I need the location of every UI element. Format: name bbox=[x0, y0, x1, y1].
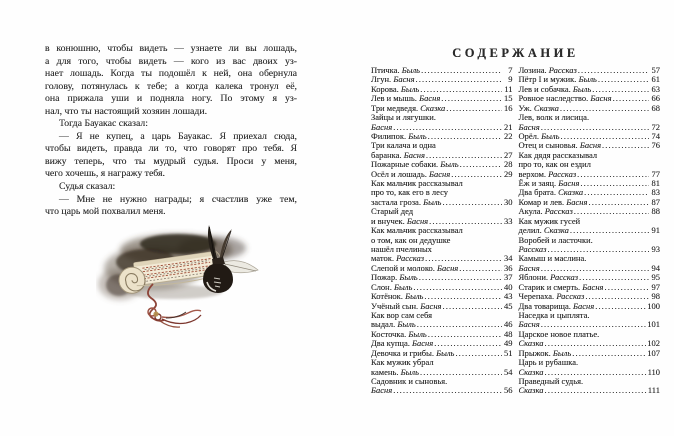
toc-entry-line bbox=[371, 377, 513, 386]
toc-page-number: 36 bbox=[504, 262, 513, 273]
toc-column-right bbox=[519, 66, 661, 396]
story-line: она прижала уши и подняла ногу. По этому я уз- bbox=[45, 93, 297, 105]
dot-leader bbox=[574, 207, 649, 216]
toc-entry-title: Слепой и молоко. Басня bbox=[371, 262, 459, 273]
toc-page-number: 46 bbox=[504, 319, 513, 330]
toc-page-number: 37 bbox=[504, 272, 513, 283]
toc-entry-title: баранка. Басня bbox=[371, 149, 425, 160]
dot-leader bbox=[598, 75, 649, 84]
toc-page-number: 22 bbox=[504, 130, 513, 141]
toc-entry-title: Как мужик убрал bbox=[371, 357, 434, 368]
toc-genre-label: Сказка bbox=[531, 102, 559, 113]
toc-entry-title: Садовник и сыновья. bbox=[371, 375, 448, 386]
toc-entry-title bbox=[371, 386, 392, 395]
story-text bbox=[45, 43, 297, 219]
toc-entry-title: Слон. Быль bbox=[371, 281, 413, 292]
toc-page-number: 102 bbox=[647, 338, 660, 349]
toc-entry-title: Как вор сам себя bbox=[371, 309, 432, 320]
dot-leader bbox=[446, 104, 501, 113]
dot-leader bbox=[572, 349, 646, 358]
toc-page-number: 111 bbox=[647, 385, 660, 396]
story-line: нал, что ты настоящий хозяин лошади. bbox=[45, 105, 208, 117]
toc-genre-label: Быль bbox=[398, 366, 419, 377]
toc-page-number: 28 bbox=[504, 159, 513, 170]
toc-genre-label: Сказка bbox=[518, 338, 544, 349]
toc-page-number: 9 bbox=[508, 74, 513, 85]
toc-entry-title: Зайцы и лягушки. bbox=[371, 112, 436, 123]
toc-page-number: 54 bbox=[504, 366, 513, 377]
toc-page-number: 33 bbox=[504, 215, 513, 226]
story-line: — Я не купец, а царь Бауакас. Я приехал сюда, bbox=[59, 130, 297, 142]
toc-entry-title: Комар и лев. Басня bbox=[518, 196, 588, 207]
toc-genre-label: Рассказ bbox=[546, 168, 577, 179]
toc-page-number: 100 bbox=[647, 300, 660, 311]
toc-entry-title: Лев и собачка. Быль bbox=[518, 83, 592, 94]
toc-entry-title: застала гроза. Быль bbox=[371, 196, 442, 207]
toc-entry-title: Пожар. Быль bbox=[371, 272, 418, 283]
toc-entry-title: камень. Быль bbox=[371, 366, 419, 377]
toc-entry-title: Два купца. Басня bbox=[371, 338, 434, 349]
toc-entry-title: про то, как он ездил bbox=[518, 159, 591, 170]
toc-entry-title: Лгун. Басня bbox=[371, 74, 415, 85]
toc-page-number: 68 bbox=[651, 102, 660, 113]
toc-page-number: 43 bbox=[504, 291, 513, 302]
toc-entry-title: Как мужик гусей bbox=[518, 215, 581, 226]
dot-leader bbox=[584, 188, 649, 197]
toc-genre-label: Басня bbox=[580, 281, 604, 292]
toc-genre-label: Сказка bbox=[518, 366, 544, 377]
dot-leader bbox=[613, 94, 649, 103]
toc-entry-title: Лев, волк и лисица. bbox=[518, 112, 590, 123]
toc-genre-label: Быль bbox=[570, 83, 592, 94]
toc-genre-label: Быль bbox=[395, 319, 416, 330]
toc-genre-label: Быль bbox=[406, 328, 427, 339]
toc-genre-label: Сказка bbox=[541, 225, 569, 236]
dot-leader bbox=[580, 179, 649, 188]
toc-genre-label: Басня bbox=[518, 262, 540, 273]
toc-entry-title: Котёнок. Быль bbox=[371, 291, 424, 302]
toc-page-number: 56 bbox=[504, 385, 513, 396]
toc-entry-title: маток. Рассказ bbox=[371, 253, 425, 264]
toc-genre-label: Рассказ bbox=[548, 272, 579, 283]
story-line: а для того, чтобы видеть — кого из вас двоих уз- bbox=[45, 55, 297, 67]
toc-entry-line bbox=[371, 113, 513, 122]
dot-leader bbox=[421, 66, 501, 75]
toc-entry-title: Как мальчик рассказывал bbox=[371, 178, 463, 189]
toc-entry-title: Царь и рубашка. bbox=[518, 357, 579, 368]
toc-page-number: 11 bbox=[504, 83, 513, 94]
toc-entry-title: Уж. Сказка bbox=[518, 102, 559, 113]
toc-entry-title: Как мальчик рассказывал bbox=[371, 225, 463, 236]
toc-entry-title: Старик и смерть. Басня bbox=[518, 281, 604, 292]
toc-entry-title: Наседка и цыплята. bbox=[518, 309, 590, 320]
toc-entry-title: Пожарные собаки. Быль bbox=[371, 159, 459, 170]
toc-entry-title bbox=[519, 386, 544, 395]
toc-entry-line bbox=[371, 386, 513, 395]
toc-genre-label: Сказка bbox=[555, 187, 584, 198]
toc-title: СОДЕРЖАНИЕ bbox=[452, 46, 579, 60]
toc-entry-title: делил. Сказка bbox=[518, 225, 569, 236]
dot-leader bbox=[413, 283, 501, 292]
toc-entry-title: Черепаха. Рассказ bbox=[518, 291, 585, 302]
toc-genre-label: Басня bbox=[556, 178, 580, 189]
toc-genre-label: Рассказ bbox=[542, 206, 573, 217]
toc-entry-title: Акула. Рассказ bbox=[518, 206, 573, 217]
toc-page-number: 29 bbox=[504, 168, 513, 179]
toc-entry-title: и внучек. Басня bbox=[371, 215, 429, 226]
toc-entry-title: Косточка. Быль bbox=[371, 328, 427, 339]
story-line: нает лошадь. Когда ты подошёл к ней, она обернула bbox=[45, 68, 297, 80]
toc-page-number: 40 bbox=[504, 281, 513, 292]
toc-entry-title: Царское новое платье. bbox=[518, 328, 600, 339]
toc-genre-label: Сказка bbox=[418, 102, 446, 113]
toc-genre-label: Быль bbox=[399, 65, 421, 75]
toc-page-number: 51 bbox=[504, 347, 513, 358]
toc-genre-label: Басня bbox=[409, 338, 434, 349]
toc-entry-title: Отец и сыновья. Басня bbox=[518, 140, 602, 151]
toc-page-number: 7 bbox=[508, 65, 513, 75]
dot-leader bbox=[605, 283, 650, 292]
dot-leader bbox=[577, 170, 649, 179]
toc-page-number: 98 bbox=[651, 291, 660, 302]
toc-page-number: 76 bbox=[651, 140, 660, 151]
toc-genre-label: Рассказ bbox=[546, 65, 577, 75]
toc-entry-title: Филипок. Быль bbox=[371, 130, 427, 141]
toc-entry-title: Старый дед bbox=[371, 206, 414, 217]
toc-genre-label: Быль bbox=[420, 196, 442, 207]
dot-leader bbox=[585, 292, 649, 301]
story-line: что царь мой похвалил меня. bbox=[45, 206, 166, 218]
toc-genre-label: Басня bbox=[570, 300, 595, 311]
toc-genre-label: Рассказ bbox=[554, 291, 585, 302]
toc-genre-label: Басня bbox=[426, 168, 451, 179]
dot-leader bbox=[393, 386, 501, 395]
toc-entry-title: Три медведя. Сказка bbox=[371, 102, 446, 113]
toc-page-number: 15 bbox=[504, 93, 513, 104]
dot-leader bbox=[428, 330, 502, 339]
story-line: Судья сказал: bbox=[59, 181, 116, 193]
toc-genre-label: Быль bbox=[406, 130, 427, 141]
toc-entry-title: Ровное наследство. Басня bbox=[518, 93, 612, 104]
toc-entry-title: выдал. Быль bbox=[371, 319, 416, 330]
story-line: чтобы видеть, правда ли то, что говорят про тебя. Я bbox=[45, 143, 297, 155]
toc-genre-label: Басня bbox=[401, 149, 425, 160]
dot-leader bbox=[602, 141, 649, 150]
toc-page-number: 93 bbox=[651, 244, 660, 255]
toc-genre-label: Басня bbox=[518, 121, 540, 132]
toc-entry-title: Яблони. Рассказ bbox=[518, 272, 579, 283]
toc-entry-title: Прыжок. Быль bbox=[518, 347, 572, 358]
toc-entry-title: Праведный судья. bbox=[518, 375, 584, 386]
toc-page-number: 27 bbox=[504, 149, 513, 160]
toc-entry-title: Лев и мышь. Басня bbox=[371, 93, 441, 104]
toc-page-number: 77 bbox=[651, 168, 660, 179]
toc-entry-title: Два брата. Сказка bbox=[518, 187, 584, 198]
dot-leader bbox=[455, 349, 501, 358]
toc-page-number: 63 bbox=[651, 83, 660, 94]
toc-genre-label: Быль bbox=[433, 347, 455, 358]
toc-entry-title: о том, как он дедушке bbox=[371, 234, 451, 245]
toc-page-number: 101 bbox=[647, 319, 660, 330]
dot-leader bbox=[441, 94, 501, 103]
toc-page-number: 110 bbox=[647, 366, 660, 377]
toc-genre-label: Басня bbox=[371, 385, 393, 396]
toc-genre-label: Сказка bbox=[518, 385, 544, 396]
toc-page-number: 72 bbox=[651, 121, 660, 132]
story-line: вижу теперь, что ты мудрый судья. Проси у меня, bbox=[45, 155, 297, 167]
toc-page-number: 30 bbox=[504, 196, 513, 207]
toc-genre-label: Басня bbox=[404, 215, 429, 226]
toc-entry-title: про то, как его в лесу bbox=[371, 187, 449, 198]
toc-page-number: 45 bbox=[504, 300, 513, 311]
dot-leader bbox=[416, 75, 502, 84]
toc-page-number: 21 bbox=[504, 121, 513, 132]
toc-genre-label: Басня bbox=[588, 93, 612, 104]
toc-genre-label: Басня bbox=[418, 300, 442, 311]
toc-entry-title: Девочка и грибы. Быль bbox=[371, 347, 455, 358]
toc-entry-title: Лозина. Рассказ bbox=[518, 65, 577, 75]
toc-entry-title: Как дядя рассказывал bbox=[518, 149, 598, 160]
toc-page-number: 16 bbox=[504, 102, 513, 113]
toc-page-number: 34 bbox=[504, 253, 513, 264]
toc-entry-title: Два товарища. Басня bbox=[518, 300, 595, 311]
toc-page-number: 49 bbox=[504, 338, 513, 349]
toc-page-number: 57 bbox=[651, 65, 660, 75]
story-line: Тогда Бауакас сказал: bbox=[59, 118, 149, 130]
dot-leader bbox=[545, 386, 647, 395]
toc-page-number: 94 bbox=[651, 262, 660, 273]
toc-genre-label: Басня bbox=[518, 319, 540, 330]
toc-page-number: 95 bbox=[651, 272, 660, 283]
story-line: чего хочешь, я награжу тебя. bbox=[45, 168, 166, 180]
toc-genre-label: Басня bbox=[391, 74, 415, 85]
toc-genre-label: Быль bbox=[397, 272, 418, 283]
dot-leader bbox=[460, 160, 502, 169]
story-line: — Мне не нужно награды; я счастлив уже тем, bbox=[59, 193, 297, 205]
toc-entry-title: Осёл и лошадь. Басня bbox=[371, 168, 451, 179]
toc-page-number: 97 bbox=[651, 281, 660, 292]
dot-leader bbox=[595, 302, 646, 311]
toc-genre-label: Быль bbox=[398, 83, 420, 94]
toc-genre-label: Басня bbox=[416, 93, 441, 104]
toc-entry-title: Ёж и заяц. Басня bbox=[518, 178, 580, 189]
story-line: в конюшню, чтобы видеть — узнаете ли вы лошадь, bbox=[45, 43, 297, 54]
toc-entry-title: Птичка. Быль bbox=[371, 65, 421, 75]
toc-genre-label: Быль bbox=[402, 291, 424, 302]
toc-genre-label: Басня bbox=[434, 262, 459, 273]
toc-genre-label: Быль bbox=[391, 281, 413, 292]
dot-leader bbox=[442, 198, 501, 207]
toc-entry-title: Корова. Быль bbox=[371, 83, 420, 94]
dot-leader bbox=[443, 302, 502, 311]
toc-page-number: 88 bbox=[651, 206, 660, 217]
toc-column-left bbox=[371, 66, 513, 396]
toc-page-number: 107 bbox=[647, 347, 660, 358]
toc-genre-label: Рассказ bbox=[393, 253, 425, 264]
toc-entry-title: Орёл. Быль bbox=[518, 130, 560, 141]
dot-leader bbox=[459, 264, 501, 273]
toc-entry-title: Учёный сын. Басня bbox=[371, 300, 442, 311]
toc-page-number: 61 bbox=[651, 74, 660, 85]
toc-entry-title: Пётр I и мужик. Быль bbox=[518, 74, 597, 85]
toc-page-number: 87 bbox=[651, 196, 660, 207]
dot-leader bbox=[428, 132, 502, 141]
toc-entry-title: Камыш и маслина. bbox=[518, 253, 587, 264]
dot-leader bbox=[417, 320, 502, 329]
toc-page-number: 74 bbox=[651, 130, 660, 141]
toc-page-number: 66 bbox=[651, 93, 660, 104]
toc-entry-title: верхом. Рассказ bbox=[518, 168, 577, 179]
story-line: голову, потянулась к тебе; а когда калека тронул её, bbox=[45, 80, 297, 92]
toc-entry-title: Воробей и ласточки. bbox=[518, 234, 593, 245]
toc-entry-title: нашёл пчелиных bbox=[371, 244, 432, 255]
toc-genre-label: Быль bbox=[576, 74, 597, 85]
scroll-inkwell-illustration bbox=[96, 222, 262, 334]
toc-genre-label: Быль bbox=[539, 130, 560, 141]
toc-genre-label: Быль bbox=[550, 347, 572, 358]
dot-leader bbox=[419, 273, 502, 282]
toc-genre-label: Быль bbox=[438, 159, 459, 170]
toc-entry-line bbox=[519, 386, 661, 395]
toc-page-number: 81 bbox=[651, 178, 660, 189]
toc-genre-label: Басня bbox=[564, 196, 588, 207]
toc-columns bbox=[371, 66, 660, 396]
toc-page-number: 83 bbox=[651, 187, 660, 198]
toc-entry-title: Три калача и одна bbox=[371, 140, 436, 151]
dot-leader bbox=[588, 198, 649, 207]
toc-genre-label: Басня bbox=[371, 121, 393, 132]
toc-page-number: 91 bbox=[651, 225, 660, 236]
toc-page-number: 48 bbox=[504, 328, 513, 339]
toc-genre-label: Басня bbox=[577, 140, 602, 151]
toc-genre-label: Рассказ bbox=[518, 244, 547, 255]
